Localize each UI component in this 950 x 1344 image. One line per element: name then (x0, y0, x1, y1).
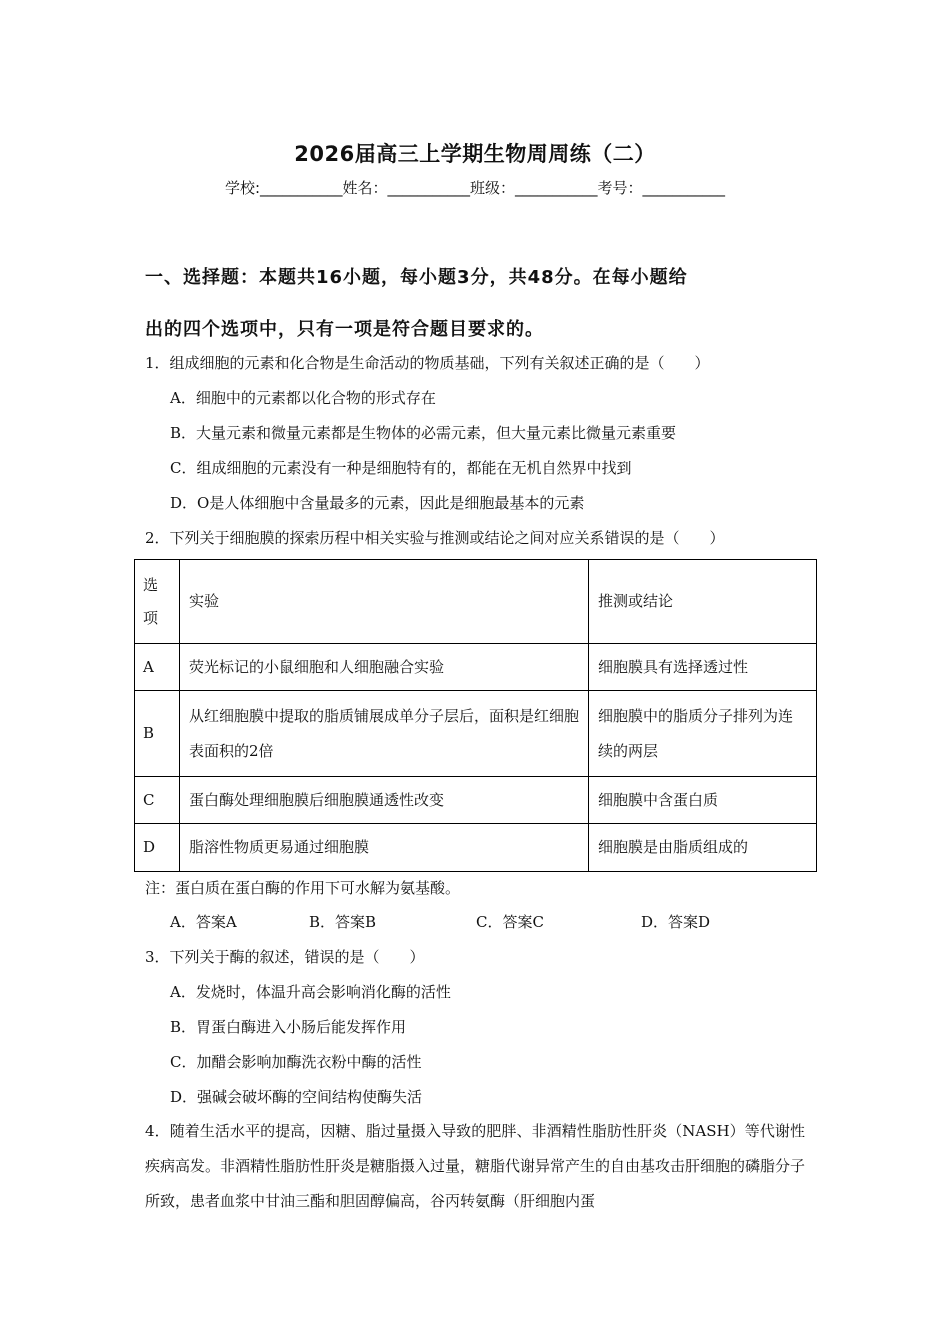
question-1-option-c: C．组成细胞的元素没有一种是细胞特有的，都能在无机自然界中找到 (170, 459, 632, 477)
table-header-cell: 实验 (180, 560, 589, 644)
question-3-option-c: C．加醋会影响加酶洗衣粉中酶的活性 (170, 1053, 422, 1071)
question-1-option-a: A．细胞中的元素都以化合物的形式存在 (170, 389, 436, 407)
table-cell: D (135, 824, 180, 872)
question-1-stem: 1．组成细胞的元素和化合物是生命活动的物质基础，下列有关叙述正确的是（ ） (145, 354, 710, 372)
question-2-stem: 2．下列关于细胞膜的探索历程中相关实验与推测或结论之间对应关系错误的是（ ） (145, 529, 725, 547)
exam-title: 2026届高三上学期生物周周练（二） (294, 142, 656, 166)
question-3-stem: 3．下列关于酶的叙述，错误的是（ ） (145, 948, 425, 966)
table-cell: 蛋白酶处理细胞膜后细胞膜通透性改变 (180, 777, 589, 824)
table-cell: A (135, 644, 180, 691)
table-cell: C (135, 777, 180, 824)
table-cell: 从红细胞膜中提取的脂质铺展成单分子层后，面积是红细胞表面积的2倍 (180, 691, 589, 777)
question-2-option-a: A．答案A (170, 913, 237, 931)
table-row (135, 691, 817, 777)
table-row (135, 644, 817, 691)
question-3-option-d: D．强碱会破坏酶的空间结构使酶失活 (170, 1088, 423, 1106)
table-cell: B (135, 691, 180, 777)
table-row (135, 824, 817, 872)
table-header-cell: 推测或结论 (589, 560, 817, 644)
question-1-option-d: D．O是人体细胞中含量最多的元素，因此是细胞最基本的元素 (170, 494, 585, 512)
question-2-option-c: C．答案C (476, 913, 544, 931)
section-heading-line-2: 出的四个选项中，只有一项是符合题目要求的。 (145, 319, 544, 340)
question-2-note: 注：蛋白质在蛋白酶的作用下可水解为氨基酸。 (145, 879, 461, 897)
question-3-option-a: A．发烧时，体温升高会影响消化酶的活性 (170, 983, 451, 1001)
question-2-table (134, 559, 817, 872)
question-2-option-d: D．答案D (641, 913, 711, 931)
table-cell: 细胞膜具有选择透过性 (589, 644, 817, 691)
question-3-option-b: B．胃蛋白酶进入小肠后能发挥作用 (170, 1018, 407, 1036)
question-4-stem: 4．随着生活水平的提高，因糖、脂过量摄入导致的肥胖、非酒精性脂肪性肝炎（NASH）等代谢性疾病高发。非酒精性脂肪性肝炎是糖脂摄入过量，糖脂代谢异常产生的自由基攻击肝细胞的磷脂分子所致，患者血浆中甘油三酯和胆固醇偏高，谷丙转氨酶（肝细胞内蛋 (145, 1122, 806, 1210)
table-header-cell: 选项 (135, 560, 180, 644)
question-2-option-b: B．答案B (309, 913, 377, 931)
table-cell: 细胞膜是由脂质组成的 (589, 824, 817, 872)
table-cell: 细胞膜中含蛋白质 (589, 777, 817, 824)
table-cell: 细胞膜中的脂质分子排列为连续的两层 (589, 691, 817, 777)
table-cell: 荧光标记的小鼠细胞和人细胞融合实验 (180, 644, 589, 691)
section-heading-line-1: 一、选择题：本题共16小题，每小题3分，共48分。在每小题给 (145, 267, 688, 288)
question-1-option-b: B．大量元素和微量元素都是生物体的必需元素，但大量元素比微量元素重要 (170, 424, 677, 442)
student-info-line: 学校:___________姓名：___________班级：___________考号：___________ (224, 179, 726, 197)
table-row (135, 777, 817, 824)
table-cell: 脂溶性物质更易通过细胞膜 (180, 824, 589, 872)
table-header-row (135, 560, 817, 644)
